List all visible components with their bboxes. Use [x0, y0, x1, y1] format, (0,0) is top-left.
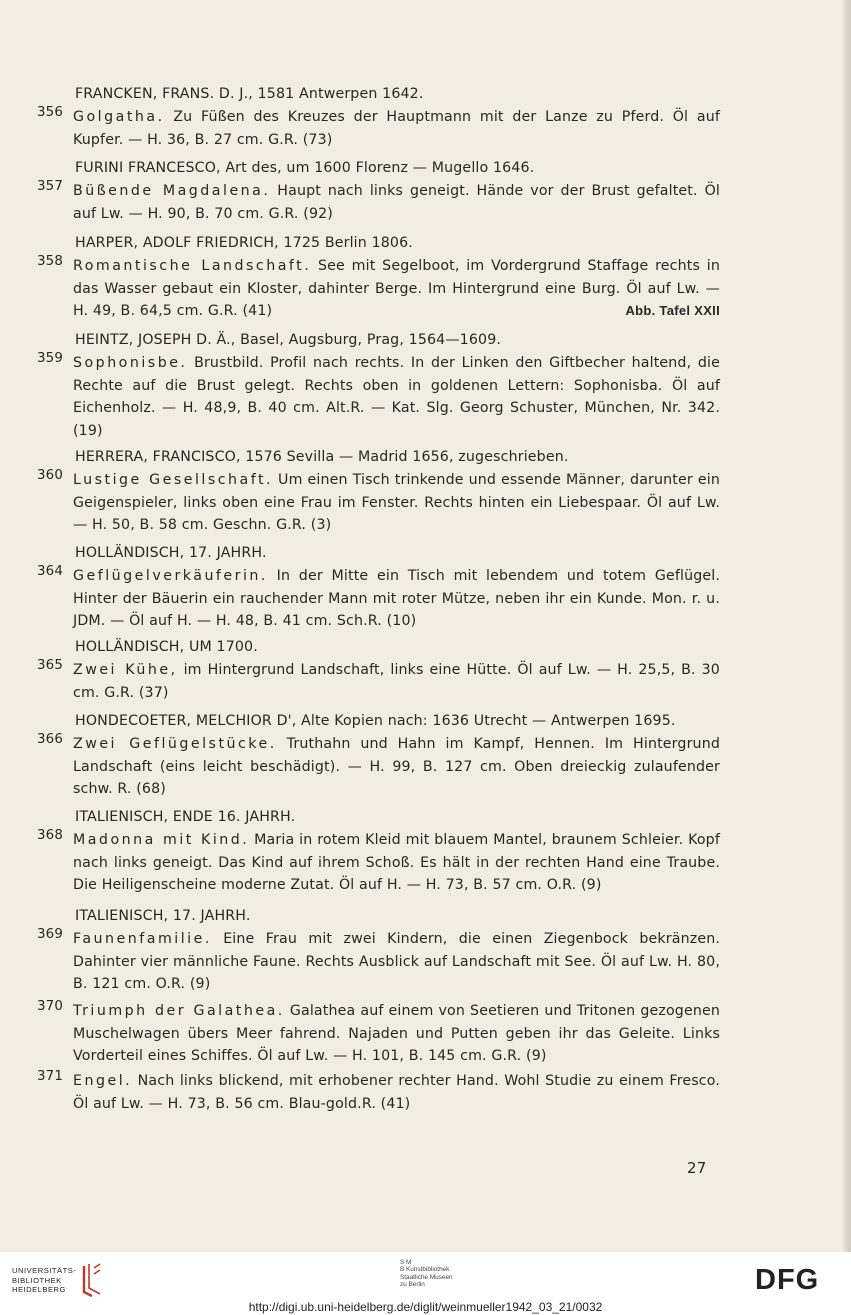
artist-heading: HERRERA, FRANCISCO, 1576 Sevilla — Madrid 1656, zugeschrieben.: [75, 449, 569, 465]
entry-title: Büßende Magdalena.: [73, 183, 271, 199]
entry-number: 360: [37, 468, 64, 483]
artist-heading: FRANCKEN, FRANS. D. J., 1581 Antwerpen 1642.: [75, 86, 424, 102]
entry-description: Brustbild. Profil nach rechts. In der Linken den Giftbecher haltend, die Rechte auf die Brust gelegt. Rechts oben in goldenen Lettern: Sophonisba. Öl auf Eichenholz. — H. 48,9, B. 40 cm. Alt.R. — Kat. Slg. Georg Schuster, München, Nr. 342. (19): [73, 355, 720, 439]
entry-title: Madonna mit Kind.: [73, 832, 250, 848]
entry-title: Geflügelverkäuferin.: [73, 568, 268, 584]
catalog-entry: [0, 469, 720, 537]
catalog-entry: [0, 928, 720, 996]
source-url[interactable]: http://digi.ub.uni-heidelberg.de/diglit/weinmueller1942_03_21/0032: [248, 1300, 603, 1314]
catalog-entry: [0, 180, 720, 225]
entry-description: Galathea auf einem von Seetieren und Tritonen gezogenen Muschelwagen übers Meer fahrend. Najaden und Putten geben ihr das Geleite. Links Vorderteil eines Schiffes. Öl auf Lw. — H. 101, B. 145 cm. G.R. (9): [73, 1003, 721, 1064]
entry-description: Nach links blickend, mit erhobener rechter Hand. Wohl Studie zu einem Fresco. Öl auf Lw. — H. 73, B. 56 cm. Blau-gold.R. (41): [73, 1073, 720, 1112]
catalog-entry: [0, 659, 720, 704]
entry-title: Lustige Gesellschaft.: [73, 472, 274, 488]
catalog-entry: [0, 352, 720, 442]
page-number: 27: [687, 1159, 707, 1177]
entry-number: 370: [37, 999, 64, 1014]
artist-heading: HONDECOETER, MELCHIOR D', Alte Kopien nach: 1636 Utrecht — Antwerpen 1695.: [75, 713, 676, 729]
catalog-entry: [0, 1070, 720, 1115]
university-logo-icon: [80, 1262, 104, 1298]
entry-title: Golgatha.: [73, 109, 165, 125]
catalog-entry: [0, 1000, 720, 1068]
artist-heading: HOLLÄNDISCH, 17. JAHRH.: [75, 545, 267, 561]
catalog-entry: [0, 829, 720, 897]
plate-reference: Abb. Tafel XXII: [625, 303, 720, 318]
catalog-entry: [0, 106, 720, 151]
entry-title: Faunenfamilie.: [73, 931, 212, 947]
entry-title: Triumph der Galathea.: [73, 1003, 285, 1019]
artist-heading: HEINTZ, JOSEPH D. Ä., Basel, Augsburg, Prag, 1564—1609.: [75, 332, 502, 348]
entry-number: 369: [37, 927, 64, 942]
catalog-entry: [0, 565, 720, 633]
entry-description: Eine Frau mit zwei Kindern, die einen Ziegenbock bekränzen. Dahinter vier männliche Faune. Rechts Ausblick auf Landschaft mit See. Öl auf Lw. H. 80, B. 121 cm. O.R. (9): [73, 931, 721, 992]
artist-heading: ITALIENISCH, 17. JAHRH.: [75, 908, 251, 924]
entry-number: 371: [37, 1069, 64, 1084]
entry-description: See mit Segelboot, im Vordergrund Staffage rechts in das Wasser gebaut ein Kloster, dahinter Berge. Im Hintergrund eine Burg. Öl auf Lw. — H. 49, B. 64,5 cm. G.R. (41): [73, 258, 721, 319]
entry-description: In der Mitte ein Tisch mit lebendem und totem Geflügel. Hinter der Bäuerin ein rauchender Mann mit roter Mütze, neben ihr ein Kunde. Mon. r. u. JDM. — Öl auf H. — H. 48, B. 41 cm. Sch.R. (10): [73, 568, 721, 629]
entry-description: Zu Füßen des Kreuzes der Hauptmann mit der Lanze zu Pferd. Öl auf Kupfer. — H. 36, B. 27 cm. G.R. (73): [73, 109, 720, 148]
catalog-entry: [0, 733, 720, 801]
entry-number: 359: [37, 351, 64, 366]
entry-title: Zwei Kühe,: [73, 662, 178, 678]
entry-number: 366: [37, 732, 64, 747]
entry-title: Sophonisbe.: [73, 355, 188, 371]
entry-description: im Hintergrund Landschaft, links eine Hütte. Öl auf Lw. — H. 25,5, B. 30 cm. G.R. (37): [73, 662, 720, 701]
catalog-entry: [0, 255, 720, 323]
entry-number: 365: [37, 658, 64, 673]
entry-number: 356: [37, 105, 64, 120]
library-stamp: S M B Kunstbibliothek Staatliche Museen zu Berlin: [400, 1259, 453, 1289]
library-name: UNIVERSITÄTS- BIBLIOTHEK HEIDELBERG: [12, 1266, 77, 1294]
artist-heading: HOLLÄNDISCH, UM 1700.: [75, 639, 258, 655]
entry-description: Haupt nach links geneigt. Hände vor der Brust gefaltet. Öl auf Lw. — H. 90, B. 70 cm. G.R. (92): [73, 183, 720, 222]
entry-description: Um einen Tisch trinkende und essende Männer, darunter ein Geigenspieler, links oben eine Frau im Fenster. Rechts hinten ein Liebespaar. Öl auf Lw. — H. 50, B. 58 cm. Geschn. G.R. (3): [73, 472, 720, 533]
artist-heading: ITALIENISCH, ENDE 16. JAHRH.: [75, 809, 296, 825]
entry-title: Engel.: [73, 1073, 133, 1089]
artist-heading: FURINI FRANCESCO, Art des, um 1600 Florenz — Mugello 1646.: [75, 160, 535, 176]
entry-description: Truthahn und Hahn im Kampf, Hennen. Im Hintergrund Landschaft (eins leicht beschädigt). — H. 99, B. 127 cm. Oben dreieckig zulaufender schw. R. (68): [73, 736, 720, 797]
entry-title: Zwei Geflügelstücke.: [73, 736, 277, 752]
entry-number: 357: [37, 179, 64, 194]
entry-number: 358: [37, 254, 64, 269]
entry-number: 368: [37, 828, 64, 843]
entry-number: 364: [37, 564, 64, 579]
entry-title: Romantische Landschaft.: [73, 258, 312, 274]
dfg-logo: DFG: [755, 1264, 820, 1296]
entry-description: Maria in rotem Kleid mit blauem Mantel, braunem Schleier. Kopf nach links geneigt. Das Kind auf ihrem Schoß. Es hält in der rechten Hand eine Traube. Die Heiligenscheine moderne Zutat. Öl auf H. — H. 73, B. 57 cm. O.R. (9): [73, 832, 720, 893]
footer-bar: [0, 1252, 851, 1315]
artist-heading: HARPER, ADOLF FRIEDRICH, 1725 Berlin 1806.: [75, 235, 413, 251]
